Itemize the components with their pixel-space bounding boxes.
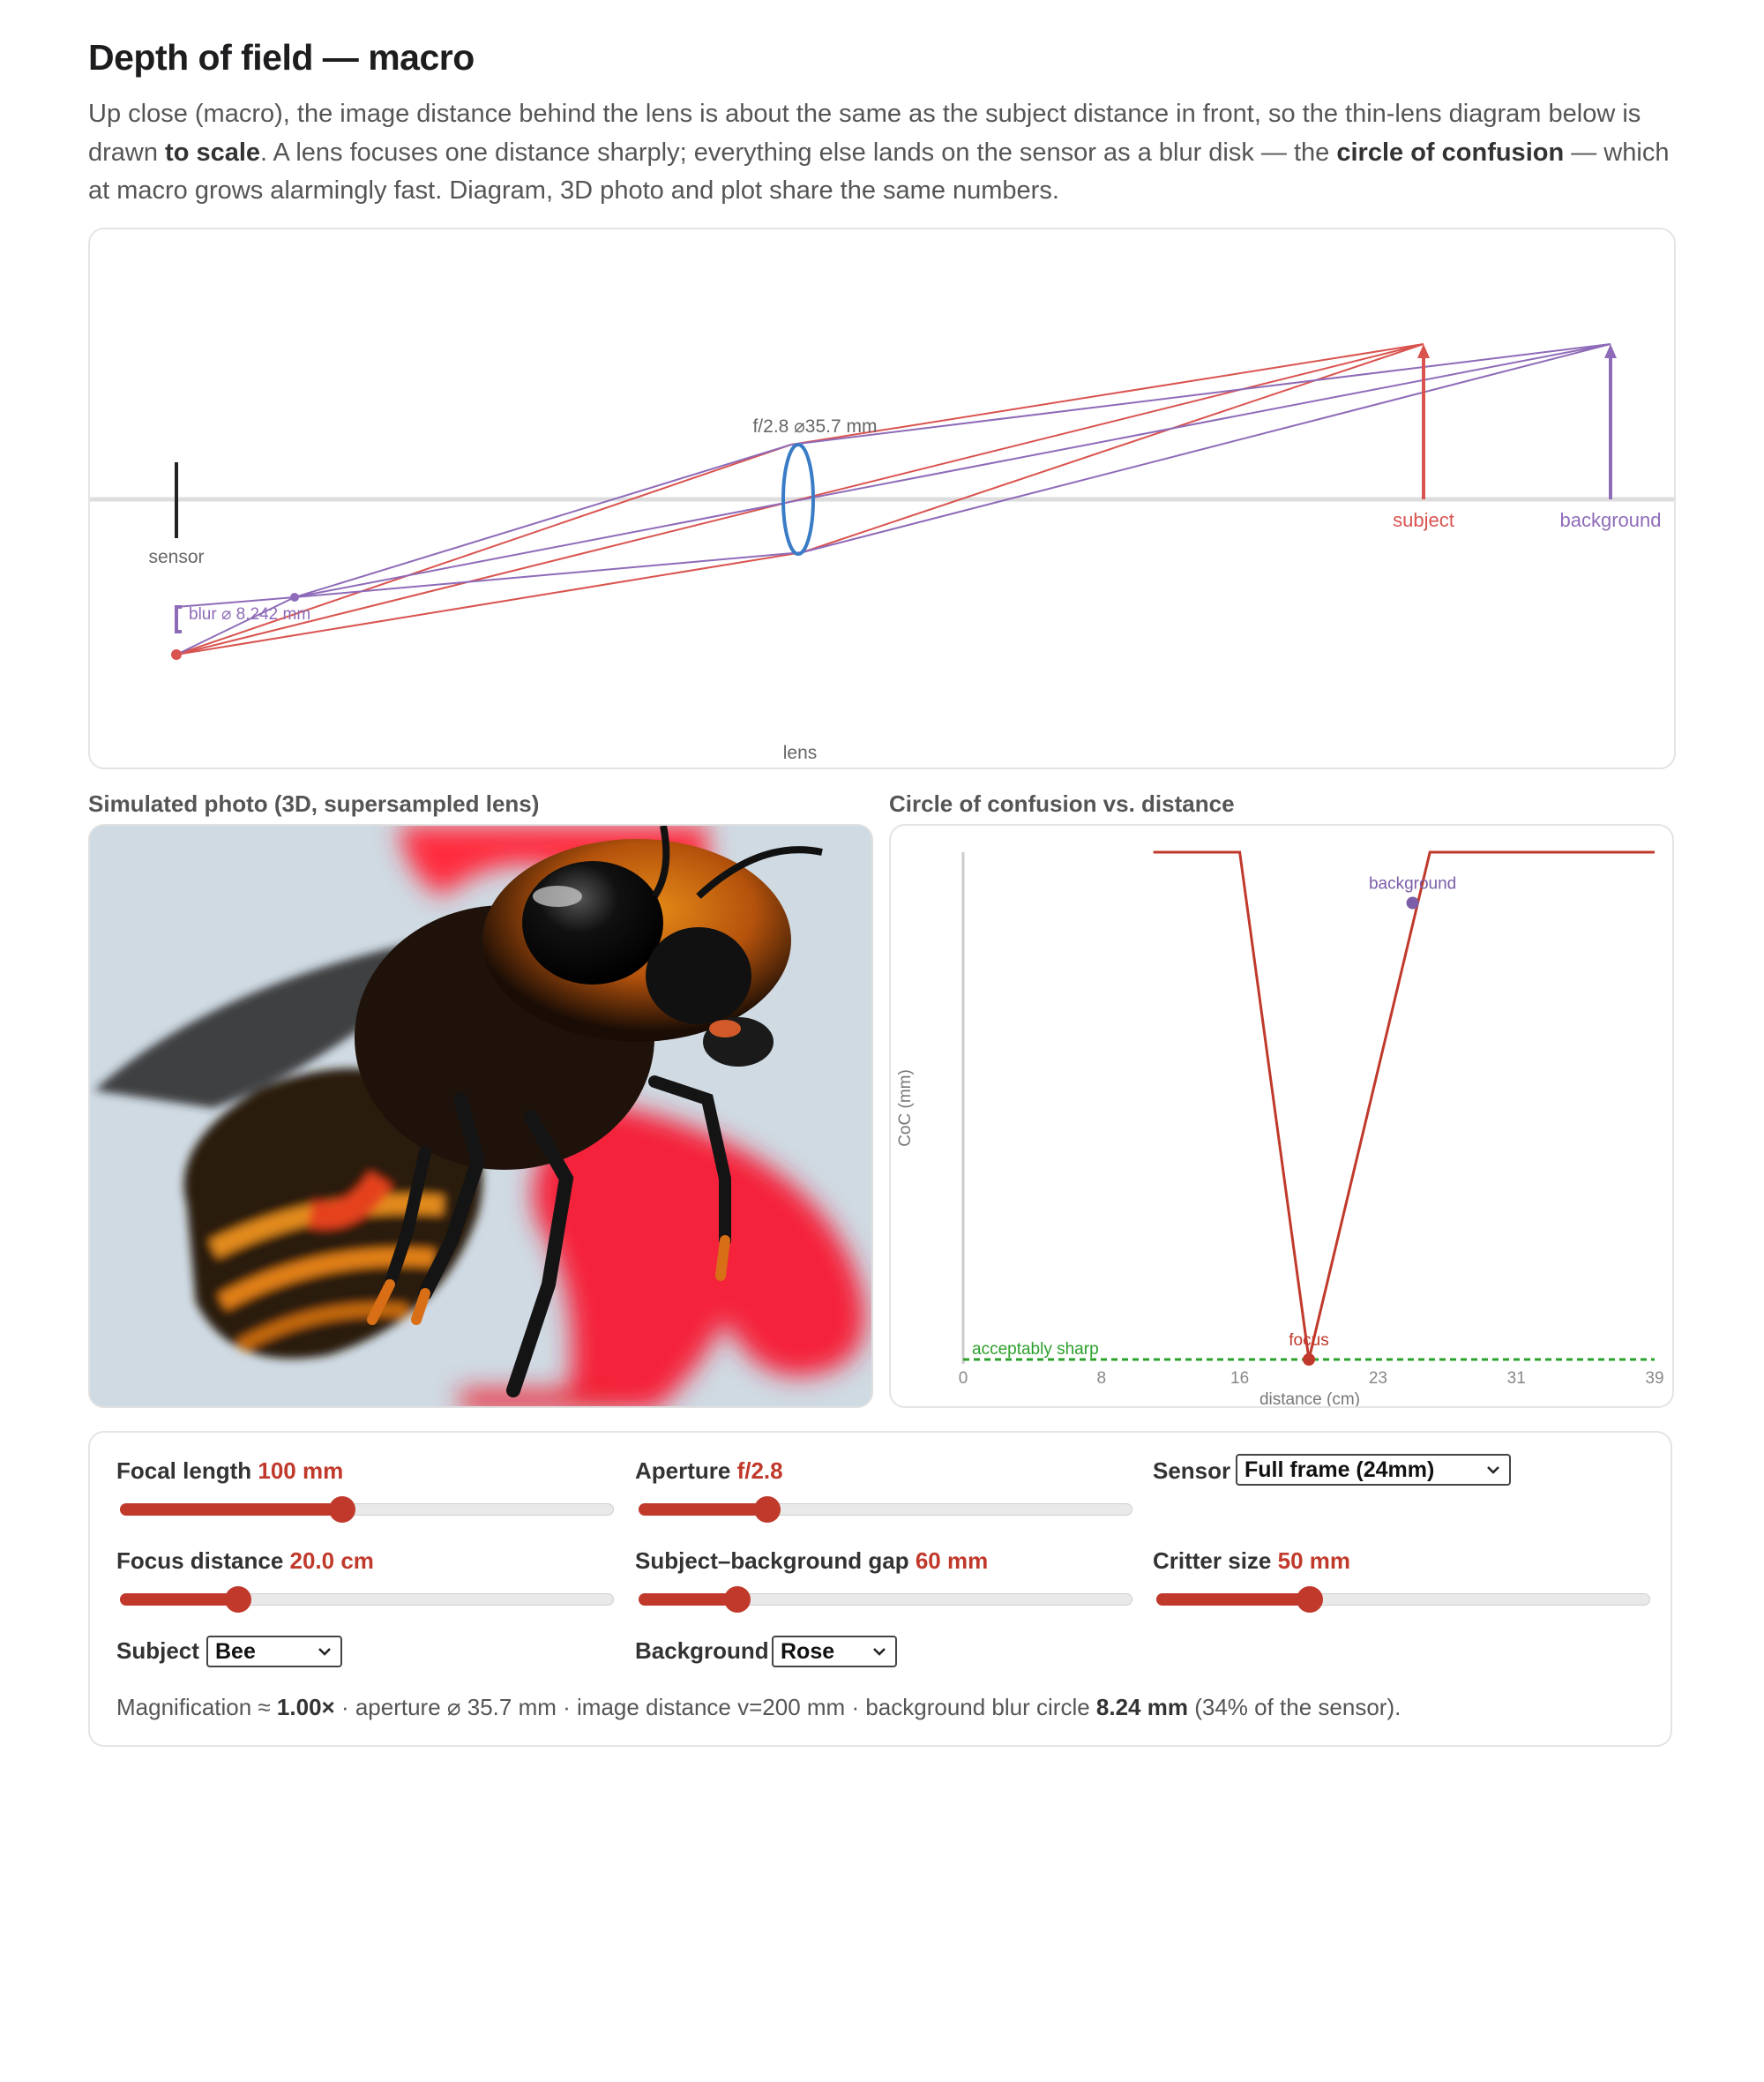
critter-size-label-text: Critter size [1153,1547,1272,1574]
background-marker-label: background [1368,874,1457,894]
focus-distance-label [116,1547,374,1575]
simulated-photo [88,824,873,1408]
subject-image-point [171,649,182,660]
x-tick-label: 8 [1096,1369,1107,1388]
sensor-label: Sensor [1153,1457,1231,1484]
background-arrow-head [1604,344,1617,358]
focal-length-label [116,1457,343,1485]
gap-value: 60 mm [915,1547,989,1574]
sensor-select-value: Full frame (24mm) [1245,1457,1435,1482]
gap-slider[interactable] [639,1586,1132,1613]
axis-lens-label: lens [782,743,818,763]
threshold-label: acceptably sharp [972,1340,1099,1359]
focus-marker-label: focus [1289,1331,1329,1350]
summary-blur: 8.24 mm [1095,1694,1188,1720]
background-label: background [1559,509,1662,531]
focus-marker [1303,1353,1315,1366]
background-marker [1407,897,1419,910]
summary-text-b: · aperture ⌀ 35.7 mm · image distance v=200 mm · background blur circle [334,1694,1096,1720]
coc-curve [1154,852,1655,1359]
lens-diagram-panel [88,228,1676,769]
aperture-label [635,1457,783,1485]
gap-label [635,1547,988,1575]
x-tick-labels [959,1369,1664,1388]
bee-photo-illustration [90,826,873,1408]
summary-line [116,1694,1401,1721]
intro-paragraph [88,95,1676,211]
blur-bracket [176,607,182,632]
aperture-slider[interactable] [639,1496,1132,1523]
x-tick-label: 39 [1645,1369,1664,1388]
focus-distance-slider[interactable] [120,1586,614,1613]
chevron-down-icon [871,1643,888,1660]
critter-size-value: 50 mm [1277,1547,1351,1574]
x-tick-label: 23 [1368,1369,1387,1388]
critter-size-slider-thumb[interactable] [1297,1586,1323,1613]
x-axis-label: distance (cm) [1259,1390,1361,1409]
chevron-down-icon [1484,1461,1502,1479]
blur-label: blur ⌀ 8.242 mm [189,605,311,624]
focal-length-slider[interactable] [120,1496,614,1523]
intro-text-1: Up close (macro), the image distance behind the lens is about the same as the subject distance in front, so the thin-lens diagram below is drawn [88,100,1641,167]
focus-distance-label-text: Focus distance [116,1547,284,1574]
focal-length-label-text: Focal length [116,1457,252,1484]
critter-size-label [1153,1547,1350,1575]
sensor-select[interactable] [1236,1454,1511,1486]
aperture-slider-thumb[interactable] [754,1496,781,1523]
background-select[interactable] [772,1636,897,1667]
subject-label: subject [1393,509,1454,531]
subject-select-label: Subject [116,1637,199,1664]
intro-bold-coc: circle of confusion [1336,138,1565,167]
focus-distance-slider-thumb[interactable] [225,1586,251,1613]
gap-slider-thumb[interactable] [724,1586,751,1613]
subject-select[interactable] [206,1636,342,1667]
x-tick-label: 0 [958,1369,968,1388]
aperture-value: f/2.8 [736,1457,783,1484]
photo-section-label: Simulated photo (3D, supersampled lens) [88,790,540,817]
lens-aperture-label: f/2.8 ⌀35.7 mm [752,416,878,437]
coc-plot-panel [889,824,1674,1408]
x-tick-label: 31 [1506,1369,1526,1388]
background-select-label: Background [635,1637,769,1664]
page-title: Depth of field — macro [88,37,475,78]
coc-plot [891,826,1674,1408]
background-select-value: Rose [781,1639,835,1664]
focal-length-slider-thumb[interactable] [329,1496,355,1523]
summary-text-c: (34% of the sensor). [1187,1694,1401,1720]
subject-select-value: Bee [215,1639,256,1664]
summary-magnification: 1.00× [276,1694,335,1720]
intro-text-3: — which at macro grows alarmingly fast. Diagram, 3D photo and plot share the same numbers. [88,138,1670,205]
sensor-label: sensor [148,547,205,567]
background-image-point [290,593,299,602]
summary-text-a: Magnification ≈ [116,1694,277,1720]
plot-section-label: Circle of confusion vs. distance [889,790,1235,817]
focal-length-value: 100 mm [258,1457,344,1484]
focus-distance-value: 20.0 cm [289,1547,374,1574]
intro-text-2: . A lens focuses one distance sharply; everything else lands on the sensor as a blur disk — the [260,138,1337,167]
intro-bold-to-scale: to scale [165,138,261,167]
controls-panel [88,1431,1672,1747]
critter-size-slider[interactable] [1156,1586,1650,1613]
chevron-down-icon [316,1643,333,1660]
plot-markers [1289,875,1456,1367]
aperture-label-text: Aperture [635,1457,731,1484]
y-axis-label: CoC (mm) [896,1069,915,1147]
gap-label-text: Subject–background gap [635,1547,909,1574]
lens-diagram [90,229,1676,769]
x-tick-label: 16 [1230,1369,1250,1388]
